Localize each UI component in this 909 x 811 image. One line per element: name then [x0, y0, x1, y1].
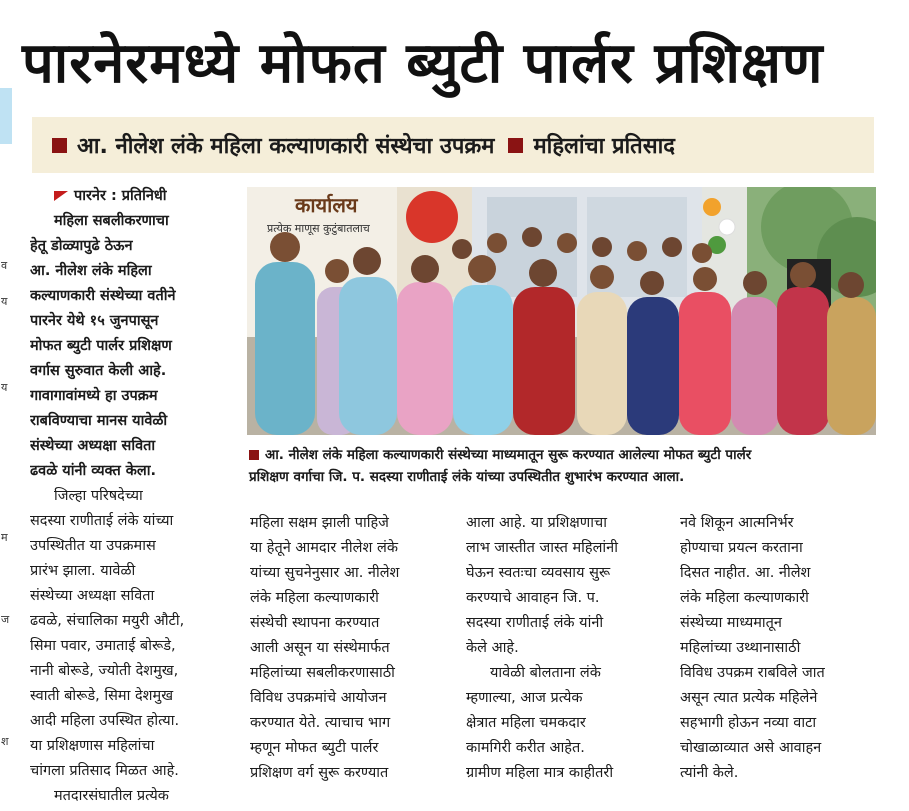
column-line: नानी बोरूडे, ज्योती देशमुख,: [30, 663, 179, 679]
column-line: आ. नीलेश लंके महिला: [30, 263, 152, 279]
column-line: जिल्हा परिषदेच्या: [54, 488, 143, 504]
dateline: पारनेर : प्रतिनिधी: [30, 184, 238, 209]
column-line: लंके महिला कल्याणकारी: [250, 590, 379, 606]
column-line: हेतू डोळ्यापुढे ठेऊन: [30, 238, 133, 254]
bullet-square-icon: [508, 138, 523, 153]
column-line: प्रारंभ झाला. यावेळी: [30, 563, 136, 579]
bullet-square-icon: [52, 138, 67, 153]
column-line: कामगिरी करीत आहेत.: [466, 740, 585, 756]
column-line: संस्थेच्या अध्यक्षा सविता: [30, 438, 156, 454]
column-line: म्हणाल्या, आज प्रत्येक: [466, 690, 583, 706]
article-column-2: [250, 511, 460, 786]
photo-banner-text: कार्यालय: [295, 193, 358, 217]
column-line: संस्थेची स्थापना करण्यात: [250, 615, 380, 631]
column-line: लंके महिला कल्याणकारी: [680, 590, 809, 606]
column-line: यावेळी बोलताना लंके: [490, 665, 601, 681]
column-line: राबविण्याचा मानस यावेळी: [30, 413, 168, 429]
column-line: स्वाती बोरूडे, सिमा देशमुख: [30, 688, 174, 704]
article-column-4: [680, 511, 880, 786]
column-line: मोफत ब्युटी पार्लर प्रशिक्षण: [30, 338, 172, 354]
column-line: करण्याचे आवाहन जि. प.: [466, 590, 600, 606]
column-line: वर्गास सुरुवात केली आहे.: [30, 363, 167, 379]
column-line: आदी महिला उपस्थित होत्या.: [30, 713, 180, 729]
column-line: असून त्यात प्रत्येक महिलेने: [680, 690, 818, 706]
column-line: प्रशिक्षण वर्ग सुरू करण्यात: [250, 765, 389, 781]
column-line: आली असून या संस्थेमार्फत: [250, 640, 390, 656]
column-line: महिला सबलीकरणाचा: [54, 213, 169, 229]
article-column-1: [30, 184, 238, 809]
headline: पारनेरमध्ये मोफत ब्युटी पार्लर प्रशिक्षण: [22, 31, 824, 96]
column-line: आला आहे. या प्रशिक्षणाचा: [466, 515, 607, 531]
article-column-3: [466, 511, 666, 786]
column-line: पारनेर येथे १५ जुनपासून: [30, 313, 159, 329]
column-line: ढवळे, संचालिका मयुरी औटी,: [30, 613, 185, 629]
column-line: म्हणून मोफत ब्युटी पार्लर: [250, 740, 379, 756]
column-line: महिला सक्षम झाली पाहिजे: [250, 515, 389, 531]
subheadline-part-2: महिलांचा प्रतिसाद: [533, 134, 675, 159]
column-line: गावागावांमध्ये हा उपक्रम: [30, 388, 158, 404]
news-photo: [247, 187, 876, 435]
column-line: सहभागी होऊन नव्या वाटा: [680, 715, 817, 731]
column-line: सिमा पवार, उमाताई बोरूडे,: [30, 638, 176, 654]
column-line: यांच्या सुचनेनुसार आ. नीलेश: [250, 565, 400, 581]
column-line: ग्रामीण महिला मात्र काहीतरी: [466, 765, 614, 781]
column-line: लाभ जास्तीत जास्त महिलांनी: [466, 540, 618, 556]
column-line: नवे शिकून आत्मनिर्भर: [680, 515, 794, 531]
dateline-marker-icon: [54, 191, 68, 201]
column-line: चोखाळाव्यात असे आवाहन: [680, 740, 822, 756]
column-line: मतदारसंघातील प्रत्येक: [54, 788, 169, 804]
column-line: केले आहे.: [466, 640, 519, 656]
column-line: विविध उपक्रम राबविले जात: [680, 665, 825, 681]
column-line: संस्थेच्या अध्यक्षा सविता: [30, 588, 155, 604]
column-line: उपस्थितीत या उपक्रमास: [30, 538, 156, 554]
column-line: सदस्या राणीताई लंके यांच्या: [30, 513, 174, 529]
adjacent-page-edge: व य य म ज श: [1, 259, 10, 748]
column-line: सदस्या राणीताई लंके यांनी: [466, 615, 604, 631]
column-line: या हेतूने आमदार नीलेश लंके: [250, 540, 398, 556]
photo-banner-subtext: प्रत्येक माणूस कुटुंबातलाच: [267, 222, 370, 235]
column-line: घेऊन स्वतःचा व्यवसाय सुरू: [466, 565, 611, 581]
column-line: संस्थेच्या माध्यमातून: [680, 615, 782, 631]
column-line: महिलांच्या सबलीकरणासाठी: [250, 665, 395, 681]
subheadline-part-1: आ. नीलेश लंके महिला कल्याणकारी संस्थेचा उपक्रम: [77, 134, 495, 159]
group-photo-illustration: [247, 187, 876, 435]
column-line: कल्याणकारी संस्थेच्या वतीने: [30, 288, 176, 304]
column-line: महिलांच्या उथ्थानासाठी: [680, 640, 801, 656]
caption-bullet-icon: [249, 450, 259, 460]
column-line: करण्यात येते. त्याचाच भाग: [250, 715, 391, 731]
subheadline-bar: [32, 117, 874, 173]
column-line: होण्याचा प्रयत्न करताना: [680, 540, 803, 556]
column-line: दिसत नाहीत. आ. नीलेश: [680, 565, 811, 581]
column-line: ढवळे यांनी व्यक्त केला.: [30, 463, 156, 479]
column-line: क्षेत्रात महिला चमकदार: [466, 715, 586, 731]
column-line: या प्रशिक्षणास महिलांचा: [30, 738, 155, 754]
column-line: चांगला प्रतिसाद मिळत आहे.: [30, 763, 179, 779]
column-line: विविध उपक्रमांचे आयोजन: [250, 690, 387, 706]
column-line: त्यांनी केले.: [680, 765, 739, 781]
photo-caption: आ. नीलेश लंके महिला कल्याणकारी संस्थेच्या माध्यमातून सुरू करण्यात आलेल्या मोफत ब्युटी पार्लर प्रशिक्षण वर्गाचा जि. प. सदस्या राणीताई लंके यांच्या उपस्थितीत शुभारंभ करण्यात आला.: [249, 447, 752, 485]
